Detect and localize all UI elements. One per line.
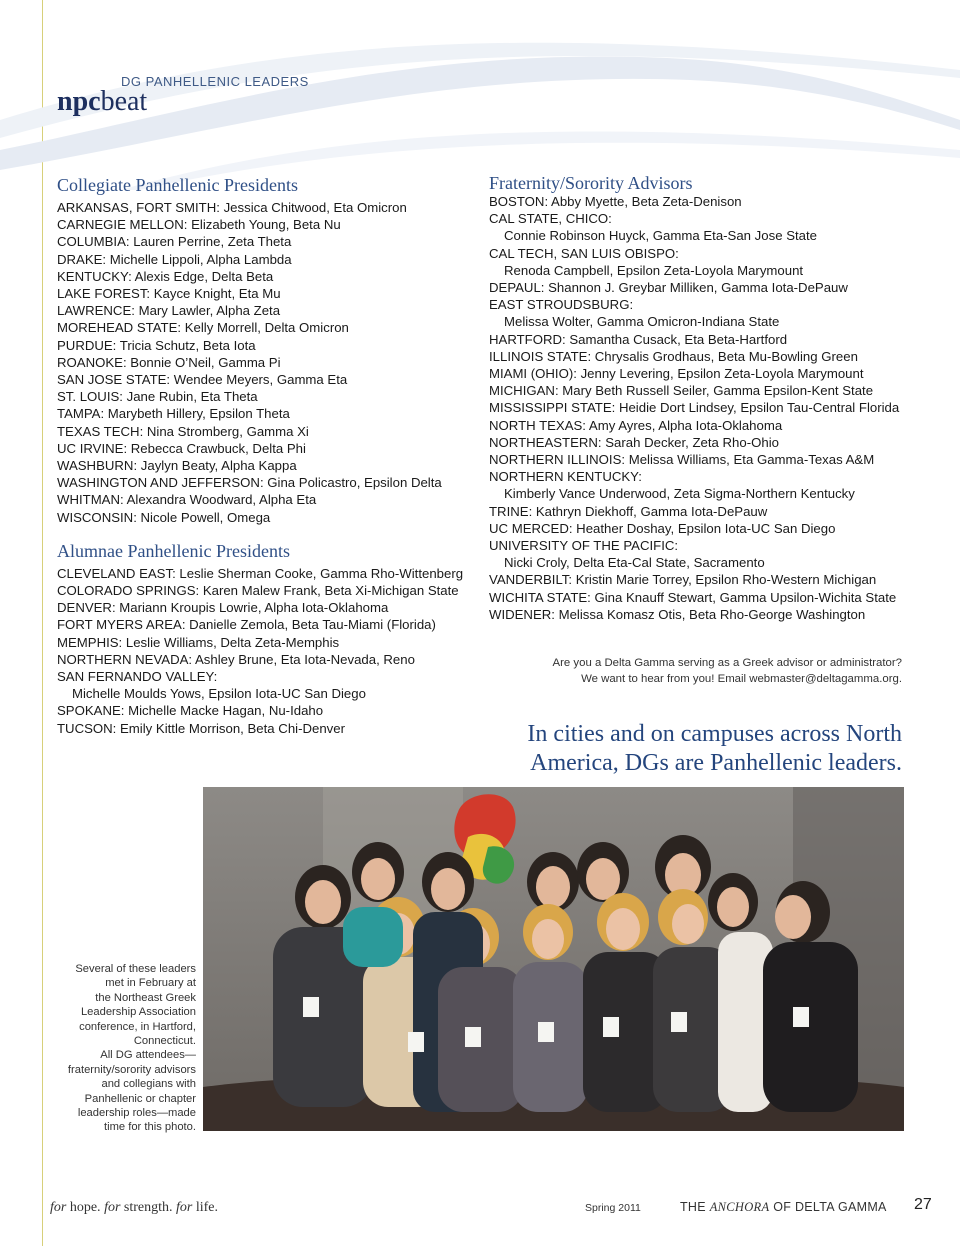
photo-caption: [52, 962, 196, 1135]
magazine-title: [680, 1200, 887, 1215]
caption-line: Several of these leaders: [75, 963, 196, 975]
collegiate-entry: ST. LOUIS: Jane Rubin, Eta Theta: [57, 389, 258, 405]
caption-lines: [52, 962, 196, 1135]
alumnae-entry: COLORADO SPRINGS: Karen Malew Frank, Beta Xi-Michigan State: [57, 583, 459, 599]
advisor-note: [553, 656, 902, 687]
alumnae-entry: DENVER: Mariann Kroupis Lowrie, Alpha Iota-Oklahoma: [57, 600, 389, 616]
caption-line: the Northeast Greek: [95, 991, 196, 1004]
advisor-entry: EAST STROUDSBURG:: [489, 297, 634, 313]
issue-date: Spring 2011: [585, 1202, 641, 1214]
tagline-life: life.: [192, 1200, 219, 1215]
caption-line: time for this photo.: [103, 1121, 196, 1134]
alumnae-entry: CLEVELAND EAST: Leslie Sherman Cooke, Gamma Rho-Wittenberg: [57, 565, 464, 581]
advisor-entry: CAL TECH, SAN LUIS OBISPO:: [489, 245, 679, 261]
alumnae-list: [57, 565, 467, 737]
advisor-entry: WIDENER: Melissa Komasz Otis, Beta Rho-George Washington: [489, 606, 866, 622]
advisor-entry: MISSISSIPPI STATE: Heidie Dort Lindsey, Epsilon Tau-Central Florida: [489, 400, 900, 416]
mag-anchora: ANCHORA: [709, 1200, 770, 1214]
collegiate-entry: WISCONSIN: Nicole Powell, Omega: [57, 509, 271, 525]
note-line: Are you a Delta Gamma serving as a Greek advisor or administrator?: [552, 657, 902, 669]
alumnae-entry: FORT MYERS AREA: Danielle Zemola, Beta Tau-Miami (Florida): [57, 617, 436, 633]
group-photo: [203, 787, 904, 1131]
collegiate-entry: KENTUCKY: Alexis Edge, Delta Beta: [57, 268, 274, 284]
collegiate-entry: MOREHEAD STATE: Kelly Morrell, Delta Omicron: [57, 320, 349, 336]
caption-line: met in February at: [105, 977, 196, 990]
note-line: We want to hear from you! Email webmaster@deltagamma.org.: [581, 672, 902, 685]
collegiate-entry: PURDUE: Tricia Schutz, Beta Iota: [57, 337, 256, 353]
collegiate-entry: ARKANSAS, FORT SMITH: Jessica Chitwood, Eta Omicron: [57, 200, 407, 215]
left-column: [57, 174, 467, 737]
right-column: [489, 174, 909, 623]
tagline: [50, 1200, 218, 1216]
advisors-list: [489, 193, 909, 623]
tagline-for: for: [50, 1200, 67, 1215]
advisor-entry: ILLINOIS STATE: Chrysalis Grodhaus, Beta Mu-Bowling Green: [489, 348, 858, 364]
mag-the: THE: [680, 1200, 710, 1214]
collegiate-entry: COLUMBIA: Lauren Perrine, Zeta Theta: [57, 234, 292, 250]
caption-line: Connecticut.: [133, 1035, 196, 1048]
tagline-for: for: [176, 1200, 193, 1215]
alumnae-entry: SPOKANE: Michelle Macke Hagan, Nu-Idaho: [57, 703, 324, 719]
advisor-entry: CAL STATE, CHICO:: [489, 211, 612, 227]
alumnae-heading: Alumnae Panhellenic Presidents: [57, 540, 290, 561]
mag-rest: OF DELTA GAMMA: [769, 1200, 887, 1214]
advisor-entry: NORTHERN ILLINOIS: Melissa Williams, Eta Gamma-Texas A&M: [489, 452, 875, 468]
advisor-entry: VANDERBILT: Kristin Marie Torrey, Epsilon Rho-Western Michigan: [489, 572, 877, 588]
advisor-entry: TRINE: Kathryn Diekhoff, Gamma Iota-DePauw: [489, 503, 768, 519]
pull-quote: [527, 720, 902, 778]
npcbeat-logo: [57, 86, 147, 118]
collegiate-entry: TAMPA: Marybeth Hillery, Epsilon Theta: [57, 406, 290, 422]
tagline-hope: hope.: [66, 1200, 105, 1215]
collegiate-entry: ROANOKE: Bonnie O’Neil, Gamma Pi: [57, 354, 281, 370]
caption-line: conference, in Hartford,: [79, 1020, 196, 1033]
pull-quote-line: America, DGs are Panhellenic leaders.: [530, 750, 902, 776]
tagline-for: for: [104, 1200, 121, 1215]
advisor-entry: Connie Robinson Huyck, Gamma Eta-San Jose State: [504, 228, 817, 244]
advisor-entry: MIAMI (OHIO): Jenny Levering, Epsilon Zeta-Loyola Marymount: [489, 366, 864, 382]
collegiate-entry: LAKE FOREST: Kayce Knight, Eta Mu: [57, 286, 281, 302]
advisor-entry: Nicki Croly, Delta Eta-Cal State, Sacramento: [504, 555, 765, 571]
collegiate-heading: Collegiate Panhellenic Presidents: [57, 175, 298, 195]
collegiate-entry: LAWRENCE: Mary Lawler, Alpha Zeta: [57, 303, 281, 319]
tagline-strength: strength.: [120, 1200, 177, 1215]
caption-line: Leadership Association: [80, 1006, 196, 1019]
section-kicker: DG PANHELLENIC LEADERS: [121, 74, 309, 89]
alumnae-entry: MEMPHIS: Leslie Williams, Delta Zeta-Memphis: [57, 634, 340, 650]
collegiate-entry: CARNEGIE MELLON: Elizabeth Young, Beta Nu: [57, 217, 341, 233]
alumnae-entry: NORTHERN NEVADA: Ashley Brune, Eta Iota-Nevada, Reno: [57, 651, 415, 667]
brand-rest: beat: [100, 86, 148, 117]
advisor-entry: BOSTON: Abby Myette, Beta Zeta-Denison: [489, 194, 742, 209]
advisor-entry: Melissa Wolter, Gamma Omicron-Indiana State: [504, 314, 780, 330]
caption-line: fraternity/sorority advisors: [67, 1063, 196, 1076]
collegiate-entry: DRAKE: Michelle Lippoli, Alpha Lambda: [57, 251, 292, 267]
advisor-entry: WICHITA STATE: Gina Knauff Stewart, Gamma Upsilon-Wichita State: [489, 589, 897, 605]
caption-line: leadership roles—made: [77, 1107, 196, 1120]
collegiate-entry: SAN JOSE STATE: Wendee Meyers, Gamma Eta: [57, 372, 348, 388]
alumnae-entry: TUCSON: Emily Kittle Morrison, Beta Chi-Denver: [57, 720, 345, 736]
page-number: 27: [914, 1196, 932, 1213]
advisor-entry: MICHIGAN: Mary Beth Russell Seiler, Gamma Epsilon-Kent State: [489, 383, 874, 399]
advisor-entry: NORTH TEXAS: Amy Ayres, Alpha Iota-Oklahoma: [489, 417, 783, 433]
advisor-entry: DEPAUL: Shannon J. Greybar Milliken, Gamma Iota-DePauw: [489, 280, 848, 296]
alumnae-entry: SAN FERNANDO VALLEY:: [57, 669, 218, 685]
advisor-entry: HARTFORD: Samantha Cusack, Eta Beta-Hartford: [489, 331, 788, 347]
pull-quote-line: In cities and on campuses across North: [527, 721, 902, 747]
advisor-entry: UC MERCED: Heather Doshay, Epsilon Iota-UC San Diego: [489, 520, 836, 536]
collegiate-entry: TEXAS TECH: Nina Stromberg, Gamma Xi: [57, 423, 309, 439]
advisor-entry: Renoda Campbell, Epsilon Zeta-Loyola Marymount: [504, 262, 804, 278]
advisor-entry: Kimberly Vance Underwood, Zeta Sigma-Northern Kentucky: [504, 486, 855, 502]
caption-line: All DG attendees—: [100, 1049, 196, 1062]
collegiate-list: [57, 199, 467, 526]
advisor-entry: UNIVERSITY OF THE PACIFIC:: [489, 538, 679, 554]
advisors-heading: Fraternity/Sorority Advisors: [489, 173, 693, 193]
advisor-entry: NORTHERN KENTUCKY:: [489, 469, 642, 485]
brand-bold: npc: [57, 86, 101, 117]
collegiate-entry: UC IRVINE: Rebecca Crawbuck, Delta Phi: [57, 440, 306, 456]
caption-line: and collegians with: [101, 1078, 196, 1091]
alumnae-entry: Michelle Moulds Yows, Epsilon Iota-UC San Diego: [72, 686, 366, 702]
caption-line: Panhellenic or chapter: [84, 1092, 196, 1105]
collegiate-entry: WHITMAN: Alexandra Woodward, Alpha Eta: [57, 492, 317, 508]
collegiate-entry: WASHBURN: Jaylyn Beaty, Alpha Kappa: [57, 458, 297, 474]
collegiate-entry: WASHINGTON AND JEFFERSON: Gina Policastro, Epsilon Delta: [57, 475, 442, 491]
advisor-entry: NORTHEASTERN: Sarah Decker, Zeta Rho-Ohio: [489, 434, 779, 450]
